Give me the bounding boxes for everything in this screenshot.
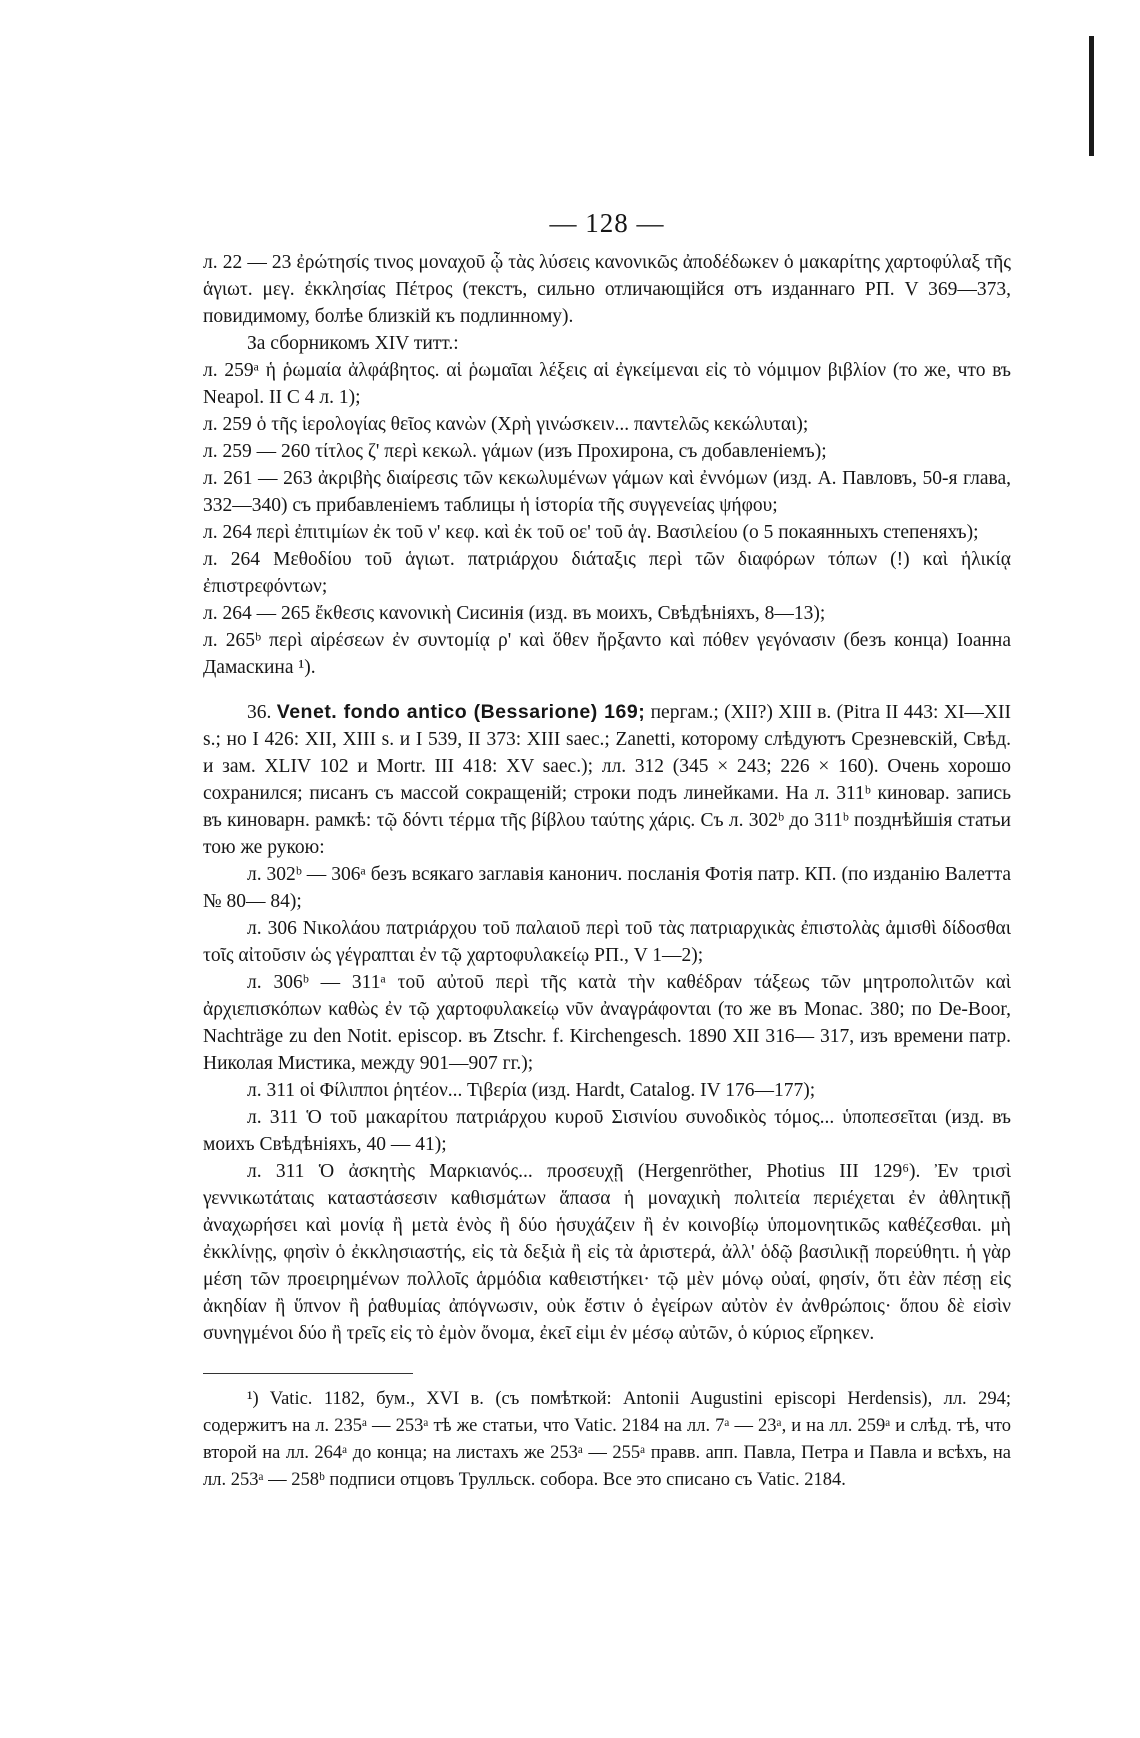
footnote: ¹) Vatic. 1182, бум., XVI в. (съ помѣткой: Antonii Augustini episcopi Herdensis), лл. 294; содержитъ на л. 235ᵃ — 253ᵃ тѣ же статьи, что Vatic. 2184 на лл. 7ᵃ — 23ᵃ, и на лл. 259ᵃ и слѣд. тѣ, что второй на лл. 264ᵃ до конца; на листахъ же 253ᵃ — 255ᵃ правв. апп. Павла, Петра и Павла и всѣхъ, на лл. 253ᵃ — 258ᵇ подписи отцовъ Трулльск. собора. Все это списано съ Vatic. 2184.: [203, 1389, 1011, 1490]
entry: л. 302ᵇ — 306ᵃ безъ всякаго заглавія канонич. посланія Фотія патр. КП. (по изданію Валетта № 80— 84);: [203, 864, 1011, 912]
paragraph: л. 261 — 263 ἀκριβὴς διαίρεσις τῶν κεκωλυμένων γάμων καὶ ἐννόμων (изд. А. Павловъ, 50-я глава, 332—340) съ прибавленіемъ таблицы ἡ ἱστορία τῆς συγγενείας ψήφου;: [203, 468, 1011, 516]
entry: л. 306 Νικολάου πατριάρχου τοῦ παλαιοῦ περὶ τοῦ τὰς πατριαρχικὰς ἐπιστολὰς ἀμισθὶ δίδοσθαι τοῖς αἰτοῦσιν ὡς γέγραπται ἐν τῷ χαρτοφυλακείῳ РП., V 1—2);: [203, 918, 1011, 966]
manuscript-description: пергам.; (XII?) XIII в. (Pitra II 443: XI—XII s.; но I 426: XII, XIII s. и I 539, II 373: XIII saec.; Zanetti, которому слѣдуютъ Срезневскій, Свѣд. и зам. XLIV 102 и Mortr. III 418: XV saec.); лл. 312 (345 × 243; 226 × 160). Очень хорошо сохранился; писанъ съ массой сокращеній; строки подъ линейками. На л. 311ᵇ киновар. запись въ киноварн. рамкѣ: τῷ δόντι τέρμα τῆς βίβλου ταύτης χάρις. Съ л. 302ᵇ до 311ᵇ позднѣйшія статьи тою же рукою:: [203, 702, 1012, 858]
paragraph: л. 259 — 260 τίτλος ζ' περὶ κεκωλ. γάμων (изъ Прохирона, съ добавленіемъ);: [203, 441, 827, 462]
paragraph: л. 259ᵃ ἡ ῥωμαία ἀλφάβητος. αἱ ῥωμαῖαι λέξεις αἱ ἐγκείμεναι εἰς τὸ νόμιμον βιβλίον (то же, что въ Neapol. II C 4 л. 1);: [203, 360, 1011, 408]
paragraph: л. 265ᵇ περὶ αἱρέσεων ἐν συντομίᾳ ρ' καὶ ὅθεν ἤρξαντο καὶ πόθεν γεγόνασιν (безъ конца) Іоанна Дамаскина ¹).: [203, 630, 1011, 678]
page-number: — 128 —: [549, 208, 665, 238]
manuscript-entry: [203, 699, 1011, 861]
entry: л. 311 Ὁ ἀσκητὴς Μαρκιανός... προσευχῇ (Hergenröther, Photius III 129⁶). Ἐν τρισὶ γεννικωτάταις καταστάσεσιν καθισμάτων ἅπασα ἡ μοναχικὴ πολιτεία περιέχεται ἐν ἀθλητικῇ ἀναχωρήσει καὶ μονίᾳ ἢ μετὰ ἑνὸς ἢ δύο ἡσυχάζειν ἢ ἐν κοινοβίῳ ὑπομονητικῶς καθέζεσθαι. μὴ ἐκκλίνῃς, φησὶν ὁ ἐκκλησιαστής, εἰς τὰ δεξιὰ ἢ εἰς τὰ ἀριστερά, ἀλλ' ὁδῷ βασιλικῇ πορεύθητι. ἡ γὰρ μέση τῶν προειρημένων πολλοῖς ἁρμόδια καθειστήκει· τῷ μὲν μόνῳ οὐαί, φησίν, ὅτι ἐὰν πέσῃ εἰς ἀκηδίαν ἢ ὕπνον ἢ ῥαθυμίας ἀπόγνωσιν, οὐκ ἔστιν ὁ ἐγείρων αὐτὸν ἐν ἀνθρώποις· ὅπου δὲ εἰσὶν συνηγμένοι δύο ἢ τρεῖς εἰς τὸ ἐμὸν ὄνομα, ἐκεῖ εἰμι ἐν μέσῳ αὐτῶν, ὁ κύριος εἴρηκεν.: [203, 1161, 1011, 1344]
entry: л. 306ᵇ — 311ᵃ τοῦ αὐτοῦ περὶ τῆς κατὰ τὴν καθέδραν τάξεως τῶν μητροπολιτῶν καὶ ἀρχιεπισκόπων καθὼς ἐν τῷ χαρτοφυλακείῳ νῦν ἀναγράφονται (то же въ Monac. 380; по De-Boor, Nachträge zu den Notit. episcop. въ Ztschr. f. Kirchengesch. 1890 XII 316— 317, изъ времени патр. Николая Мистика, между 901—907 гг.);: [203, 972, 1011, 1074]
entry: л. 311 οἱ Φίλιπποι ῥητέον... Τιβερία (изд. Hardt, Catalog. IV 176—177);: [247, 1080, 816, 1101]
paragraph: л. 264 περὶ ἐπιτιμίων ἐκ τοῦ ν' κεφ. καὶ ἐκ τοῦ οε' τοῦ ἁγ. Βασιλείου (о 5 покаянныхъ степеняхъ);: [203, 522, 979, 543]
item-number: 36.: [247, 702, 272, 723]
manuscript-title: Venet. fondo antico (Bessarione) 169;: [276, 701, 646, 723]
paragraph: л. 259 ὁ τῆς ἱερολογίας θεῖος κανὼν (Χρὴ γινώσκειν... παντελῶς κεκώλυται);: [203, 414, 809, 435]
scan-edge-rule: [1089, 36, 1094, 156]
paragraph: л. 22 — 23 ἐρώτησίς τινος μοναχοῦ ᾧ τὰς λύσεις κανονικῶς ἀποδέδωκεν ὁ μακαρίτης χαρτοφύλαξ τῆς ἁγιωτ. μεγ. ἐκκλησίας Πέτρος (текстъ, сильно отличающійся отъ изданнаго РП. V 369—373, повидимому, болѣе близкій къ подлинному).: [203, 252, 1011, 327]
paragraph: л. 264 Μεθοδίου τοῦ ἁγιωτ. πατριάρχου διάταξις περὶ τῶν διαφόρων τόπων (!) καὶ ἡλικίᾳ ἐπιστρεφόντων;: [203, 549, 1011, 597]
paragraph: л. 264 — 265 ἔκθεσις κανονικὴ Сисинія (изд. въ моихъ, Свѣдѣніяхъ, 8—13);: [203, 603, 826, 624]
page: [203, 208, 1011, 1494]
footnote-divider: [203, 1373, 413, 1374]
paragraph: За сборникомъ XIV титт.:: [247, 333, 459, 354]
entry: л. 311 Ὁ τοῦ μακαρίτου πατριάρχου κυροῦ Σισινίου συνοδικὸς τόμος... ὑποπεσεῖται (изд. въ моихъ Свѣдѣніяхъ, 40 — 41);: [203, 1107, 1011, 1155]
